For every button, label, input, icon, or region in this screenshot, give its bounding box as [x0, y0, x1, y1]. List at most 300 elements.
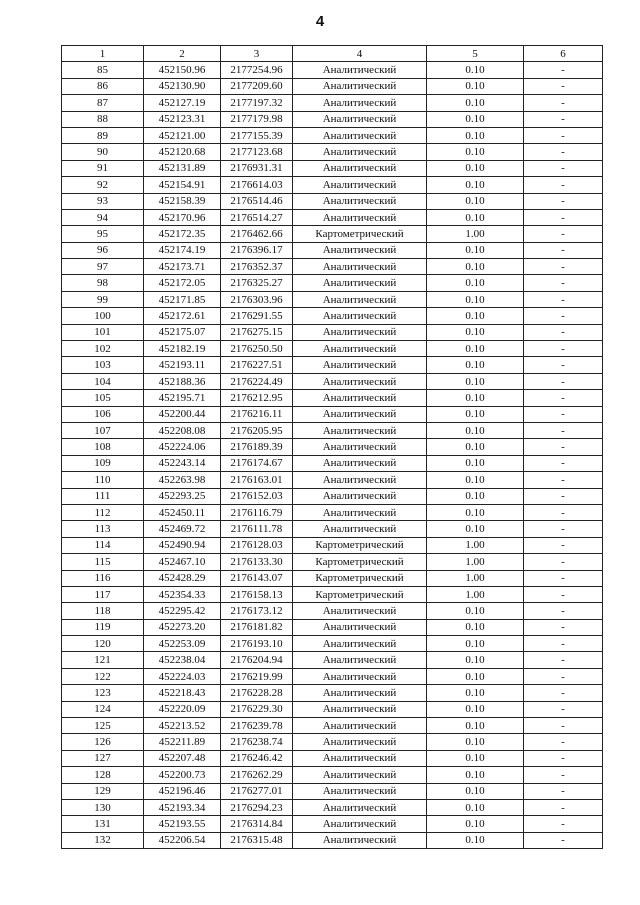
y-coordinate-cell: 2176931.31 — [221, 160, 293, 176]
note-cell: - — [524, 373, 603, 389]
table-row — [62, 127, 603, 143]
note-cell: - — [524, 718, 603, 734]
point-number-cell: 89 — [62, 127, 144, 143]
y-coordinate-cell: 2176228.28 — [221, 685, 293, 701]
table-row — [62, 750, 603, 766]
point-number-cell: 105 — [62, 390, 144, 406]
table-row — [62, 603, 603, 619]
y-coordinate-cell: 2177155.39 — [221, 127, 293, 143]
method-cell: Аналитический — [293, 504, 427, 520]
table-row — [62, 62, 603, 78]
x-coordinate-cell: 452193.11 — [144, 357, 221, 373]
y-coordinate-cell: 2176250.50 — [221, 341, 293, 357]
note-cell: - — [524, 242, 603, 258]
accuracy-cell: 0.10 — [427, 455, 524, 471]
x-coordinate-cell: 452224.06 — [144, 439, 221, 455]
note-cell: - — [524, 734, 603, 750]
x-coordinate-cell: 452175.07 — [144, 324, 221, 340]
point-number-cell: 132 — [62, 832, 144, 848]
x-coordinate-cell: 452273.20 — [144, 619, 221, 635]
table-row — [62, 144, 603, 160]
x-coordinate-cell: 452207.48 — [144, 750, 221, 766]
table-row — [62, 537, 603, 553]
accuracy-cell: 0.10 — [427, 718, 524, 734]
table-row — [62, 259, 603, 275]
table-row — [62, 373, 603, 389]
accuracy-cell: 0.10 — [427, 685, 524, 701]
y-coordinate-cell: 2176291.55 — [221, 308, 293, 324]
accuracy-cell: 0.10 — [427, 390, 524, 406]
table-row — [62, 521, 603, 537]
accuracy-cell: 0.10 — [427, 406, 524, 422]
table-row — [62, 390, 603, 406]
note-cell: - — [524, 586, 603, 602]
point-number-cell: 111 — [62, 488, 144, 504]
note-cell: - — [524, 357, 603, 373]
accuracy-cell: 0.10 — [427, 177, 524, 193]
accuracy-cell: 0.10 — [427, 816, 524, 832]
x-coordinate-cell: 452193.34 — [144, 799, 221, 815]
x-coordinate-cell: 452428.29 — [144, 570, 221, 586]
point-number-cell: 106 — [62, 406, 144, 422]
method-cell: Аналитический — [293, 636, 427, 652]
y-coordinate-cell: 2176314.84 — [221, 816, 293, 832]
x-coordinate-cell: 452173.71 — [144, 259, 221, 275]
accuracy-cell: 0.10 — [427, 308, 524, 324]
method-cell: Аналитический — [293, 718, 427, 734]
point-number-cell: 93 — [62, 193, 144, 209]
note-cell: - — [524, 750, 603, 766]
method-cell: Аналитический — [293, 95, 427, 111]
note-cell: - — [524, 78, 603, 94]
method-cell: Аналитический — [293, 127, 427, 143]
method-cell: Аналитический — [293, 144, 427, 160]
note-cell: - — [524, 160, 603, 176]
note-cell: - — [524, 504, 603, 520]
method-cell: Картометрический — [293, 554, 427, 570]
method-cell: Аналитический — [293, 603, 427, 619]
y-coordinate-cell: 2176396.17 — [221, 242, 293, 258]
accuracy-cell: 0.10 — [427, 144, 524, 160]
y-coordinate-cell: 2176239.78 — [221, 718, 293, 734]
accuracy-cell: 0.10 — [427, 341, 524, 357]
method-cell: Аналитический — [293, 652, 427, 668]
note-cell: - — [524, 701, 603, 717]
table-row — [62, 472, 603, 488]
table-row — [62, 636, 603, 652]
x-coordinate-cell: 452121.00 — [144, 127, 221, 143]
y-coordinate-cell: 2176205.95 — [221, 422, 293, 438]
y-coordinate-cell: 2176238.74 — [221, 734, 293, 750]
point-number-cell: 102 — [62, 341, 144, 357]
note-cell: - — [524, 832, 603, 848]
accuracy-cell: 0.10 — [427, 242, 524, 258]
method-cell: Аналитический — [293, 275, 427, 291]
table-row — [62, 488, 603, 504]
accuracy-cell: 0.10 — [427, 62, 524, 78]
point-number-cell: 127 — [62, 750, 144, 766]
table-row — [62, 275, 603, 291]
method-cell: Аналитический — [293, 685, 427, 701]
table-row — [62, 570, 603, 586]
y-coordinate-cell: 2176193.10 — [221, 636, 293, 652]
accuracy-cell: 0.10 — [427, 734, 524, 750]
accuracy-cell: 0.10 — [427, 750, 524, 766]
table-row — [62, 554, 603, 570]
point-number-cell: 120 — [62, 636, 144, 652]
table-row — [62, 718, 603, 734]
point-number-cell: 90 — [62, 144, 144, 160]
table-row — [62, 619, 603, 635]
method-cell: Аналитический — [293, 701, 427, 717]
note-cell: - — [524, 521, 603, 537]
method-cell: Аналитический — [293, 341, 427, 357]
header-cell: 2 — [144, 46, 221, 62]
note-cell: - — [524, 619, 603, 635]
table-row — [62, 226, 603, 242]
accuracy-cell: 0.10 — [427, 472, 524, 488]
accuracy-cell: 0.10 — [427, 95, 524, 111]
note-cell: - — [524, 193, 603, 209]
header-cell: 1 — [62, 46, 144, 62]
note-cell: - — [524, 472, 603, 488]
accuracy-cell: 0.10 — [427, 521, 524, 537]
accuracy-cell: 0.10 — [427, 619, 524, 635]
method-cell: Аналитический — [293, 111, 427, 127]
note-cell: - — [524, 95, 603, 111]
table-row — [62, 668, 603, 684]
point-number-cell: 101 — [62, 324, 144, 340]
table-row — [62, 504, 603, 520]
y-coordinate-cell: 2176614.03 — [221, 177, 293, 193]
x-coordinate-cell: 452293.25 — [144, 488, 221, 504]
method-cell: Аналитический — [293, 455, 427, 471]
table-row — [62, 652, 603, 668]
note-cell: - — [524, 537, 603, 553]
y-coordinate-cell: 2176275.15 — [221, 324, 293, 340]
accuracy-cell: 0.10 — [427, 799, 524, 815]
table-row — [62, 586, 603, 602]
point-number-cell: 125 — [62, 718, 144, 734]
note-cell: - — [524, 308, 603, 324]
method-cell: Аналитический — [293, 357, 427, 373]
table-row — [62, 95, 603, 111]
y-coordinate-cell: 2177209.60 — [221, 78, 293, 94]
note-cell: - — [524, 422, 603, 438]
x-coordinate-cell: 452172.05 — [144, 275, 221, 291]
x-coordinate-cell: 452238.04 — [144, 652, 221, 668]
point-number-cell: 94 — [62, 209, 144, 225]
x-coordinate-cell: 452195.71 — [144, 390, 221, 406]
x-coordinate-cell: 452131.89 — [144, 160, 221, 176]
point-number-cell: 95 — [62, 226, 144, 242]
x-coordinate-cell: 452174.19 — [144, 242, 221, 258]
accuracy-cell: 0.10 — [427, 767, 524, 783]
point-number-cell: 114 — [62, 537, 144, 553]
y-coordinate-cell: 2176143.07 — [221, 570, 293, 586]
y-coordinate-cell: 2176224.49 — [221, 373, 293, 389]
point-number-cell: 98 — [62, 275, 144, 291]
point-number-cell: 121 — [62, 652, 144, 668]
point-number-cell: 110 — [62, 472, 144, 488]
header-cell: 4 — [293, 46, 427, 62]
method-cell: Аналитический — [293, 521, 427, 537]
method-cell: Аналитический — [293, 390, 427, 406]
method-cell: Аналитический — [293, 734, 427, 750]
table-row — [62, 832, 603, 848]
y-coordinate-cell: 2176229.30 — [221, 701, 293, 717]
x-coordinate-cell: 452469.72 — [144, 521, 221, 537]
method-cell: Аналитический — [293, 78, 427, 94]
method-cell: Аналитический — [293, 324, 427, 340]
point-number-cell: 96 — [62, 242, 144, 258]
x-coordinate-cell: 452206.54 — [144, 832, 221, 848]
table-body — [62, 62, 603, 849]
table-row — [62, 78, 603, 94]
point-number-cell: 117 — [62, 586, 144, 602]
point-number-cell: 128 — [62, 767, 144, 783]
x-coordinate-cell: 452263.98 — [144, 472, 221, 488]
note-cell: - — [524, 111, 603, 127]
y-coordinate-cell: 2176204.94 — [221, 652, 293, 668]
note-cell: - — [524, 685, 603, 701]
method-cell: Аналитический — [293, 308, 427, 324]
x-coordinate-cell: 452170.96 — [144, 209, 221, 225]
point-number-cell: 124 — [62, 701, 144, 717]
note-cell: - — [524, 783, 603, 799]
table-row — [62, 291, 603, 307]
note-cell: - — [524, 799, 603, 815]
table-row — [62, 357, 603, 373]
method-cell: Картометрический — [293, 226, 427, 242]
x-coordinate-cell: 452158.39 — [144, 193, 221, 209]
y-coordinate-cell: 2176216.11 — [221, 406, 293, 422]
note-cell: - — [524, 127, 603, 143]
method-cell: Аналитический — [293, 783, 427, 799]
table-row — [62, 160, 603, 176]
y-coordinate-cell: 2176325.27 — [221, 275, 293, 291]
header-cell: 3 — [221, 46, 293, 62]
x-coordinate-cell: 452220.09 — [144, 701, 221, 717]
x-coordinate-cell: 452467.10 — [144, 554, 221, 570]
table-row — [62, 177, 603, 193]
point-number-cell: 112 — [62, 504, 144, 520]
point-number-cell: 103 — [62, 357, 144, 373]
accuracy-cell: 0.10 — [427, 422, 524, 438]
point-number-cell: 129 — [62, 783, 144, 799]
point-number-cell: 91 — [62, 160, 144, 176]
note-cell: - — [524, 406, 603, 422]
note-cell: - — [524, 324, 603, 340]
point-number-cell: 130 — [62, 799, 144, 815]
method-cell: Аналитический — [293, 439, 427, 455]
accuracy-cell: 0.10 — [427, 127, 524, 143]
x-coordinate-cell: 452196.46 — [144, 783, 221, 799]
table-row — [62, 685, 603, 701]
note-cell: - — [524, 341, 603, 357]
method-cell: Аналитический — [293, 242, 427, 258]
x-coordinate-cell: 452193.55 — [144, 816, 221, 832]
note-cell: - — [524, 570, 603, 586]
method-cell: Аналитический — [293, 193, 427, 209]
y-coordinate-cell: 2176514.46 — [221, 193, 293, 209]
point-number-cell: 115 — [62, 554, 144, 570]
point-number-cell: 97 — [62, 259, 144, 275]
point-number-cell: 87 — [62, 95, 144, 111]
table-row — [62, 816, 603, 832]
y-coordinate-cell: 2176277.01 — [221, 783, 293, 799]
point-number-cell: 116 — [62, 570, 144, 586]
method-cell: Аналитический — [293, 816, 427, 832]
table-row — [62, 783, 603, 799]
note-cell: - — [524, 439, 603, 455]
note-cell: - — [524, 488, 603, 504]
x-coordinate-cell: 452200.44 — [144, 406, 221, 422]
accuracy-cell: 0.10 — [427, 291, 524, 307]
y-coordinate-cell: 2176111.78 — [221, 521, 293, 537]
y-coordinate-cell: 2176246.42 — [221, 750, 293, 766]
method-cell: Аналитический — [293, 177, 427, 193]
point-number-cell: 107 — [62, 422, 144, 438]
method-cell: Аналитический — [293, 259, 427, 275]
method-cell: Аналитический — [293, 619, 427, 635]
table-row — [62, 455, 603, 471]
point-number-cell: 86 — [62, 78, 144, 94]
table-header-row — [62, 46, 603, 62]
y-coordinate-cell: 2176174.67 — [221, 455, 293, 471]
note-cell: - — [524, 455, 603, 471]
point-number-cell: 118 — [62, 603, 144, 619]
note-cell: - — [524, 816, 603, 832]
method-cell: Аналитический — [293, 799, 427, 815]
method-cell: Аналитический — [293, 422, 427, 438]
method-cell: Картометрический — [293, 570, 427, 586]
x-coordinate-cell: 452213.52 — [144, 718, 221, 734]
y-coordinate-cell: 2176315.48 — [221, 832, 293, 848]
note-cell: - — [524, 291, 603, 307]
x-coordinate-cell: 452171.85 — [144, 291, 221, 307]
y-coordinate-cell: 2176227.51 — [221, 357, 293, 373]
point-number-cell: 99 — [62, 291, 144, 307]
x-coordinate-cell: 452295.42 — [144, 603, 221, 619]
x-coordinate-cell: 452172.35 — [144, 226, 221, 242]
table-row — [62, 799, 603, 815]
x-coordinate-cell: 452172.61 — [144, 308, 221, 324]
point-number-cell: 100 — [62, 308, 144, 324]
accuracy-cell: 0.10 — [427, 783, 524, 799]
method-cell: Аналитический — [293, 472, 427, 488]
method-cell: Аналитический — [293, 62, 427, 78]
table-row — [62, 242, 603, 258]
table-row — [62, 341, 603, 357]
y-coordinate-cell: 2176212.95 — [221, 390, 293, 406]
accuracy-cell: 0.10 — [427, 259, 524, 275]
table-row — [62, 111, 603, 127]
accuracy-cell: 0.10 — [427, 439, 524, 455]
accuracy-cell: 0.10 — [427, 701, 524, 717]
y-coordinate-cell: 2176462.66 — [221, 226, 293, 242]
y-coordinate-cell: 2176173.12 — [221, 603, 293, 619]
accuracy-cell: 1.00 — [427, 537, 524, 553]
table-row — [62, 701, 603, 717]
x-coordinate-cell: 452154.91 — [144, 177, 221, 193]
x-coordinate-cell: 452150.96 — [144, 62, 221, 78]
x-coordinate-cell: 452123.31 — [144, 111, 221, 127]
accuracy-cell: 1.00 — [427, 226, 524, 242]
accuracy-cell: 0.10 — [427, 193, 524, 209]
method-cell: Аналитический — [293, 668, 427, 684]
accuracy-cell: 0.10 — [427, 603, 524, 619]
method-cell: Аналитический — [293, 488, 427, 504]
note-cell: - — [524, 390, 603, 406]
note-cell: - — [524, 144, 603, 160]
note-cell: - — [524, 636, 603, 652]
point-number-cell: 88 — [62, 111, 144, 127]
accuracy-cell: 1.00 — [427, 586, 524, 602]
method-cell: Аналитический — [293, 160, 427, 176]
point-number-cell: 131 — [62, 816, 144, 832]
header-cell: 6 — [524, 46, 603, 62]
note-cell: - — [524, 668, 603, 684]
y-coordinate-cell: 2177179.98 — [221, 111, 293, 127]
x-coordinate-cell: 452127.19 — [144, 95, 221, 111]
x-coordinate-cell: 452450.11 — [144, 504, 221, 520]
y-coordinate-cell: 2177123.68 — [221, 144, 293, 160]
x-coordinate-cell: 452182.19 — [144, 341, 221, 357]
note-cell: - — [524, 275, 603, 291]
point-number-cell: 122 — [62, 668, 144, 684]
x-coordinate-cell: 452218.43 — [144, 685, 221, 701]
table-row — [62, 193, 603, 209]
point-number-cell: 108 — [62, 439, 144, 455]
x-coordinate-cell: 452490.94 — [144, 537, 221, 553]
method-cell: Аналитический — [293, 291, 427, 307]
y-coordinate-cell: 2176514.27 — [221, 209, 293, 225]
x-coordinate-cell: 452188.36 — [144, 373, 221, 389]
x-coordinate-cell: 452200.73 — [144, 767, 221, 783]
y-coordinate-cell: 2176181.82 — [221, 619, 293, 635]
accuracy-cell: 0.10 — [427, 324, 524, 340]
method-cell: Аналитический — [293, 406, 427, 422]
method-cell: Аналитический — [293, 209, 427, 225]
coordinates-table — [61, 45, 603, 849]
y-coordinate-cell: 2176189.39 — [221, 439, 293, 455]
y-coordinate-cell: 2176294.23 — [221, 799, 293, 815]
point-number-cell: 113 — [62, 521, 144, 537]
method-cell: Аналитический — [293, 373, 427, 389]
page-number: 4 — [315, 13, 325, 30]
header-cell: 5 — [427, 46, 524, 62]
x-coordinate-cell: 452120.68 — [144, 144, 221, 160]
accuracy-cell: 0.10 — [427, 504, 524, 520]
table-row — [62, 308, 603, 324]
accuracy-cell: 0.10 — [427, 488, 524, 504]
accuracy-cell: 0.10 — [427, 78, 524, 94]
y-coordinate-cell: 2176152.03 — [221, 488, 293, 504]
accuracy-cell: 0.10 — [427, 668, 524, 684]
y-coordinate-cell: 2176128.03 — [221, 537, 293, 553]
table-row — [62, 767, 603, 783]
method-cell: Аналитический — [293, 750, 427, 766]
x-coordinate-cell: 452211.89 — [144, 734, 221, 750]
accuracy-cell: 0.10 — [427, 832, 524, 848]
note-cell: - — [524, 209, 603, 225]
point-number-cell: 92 — [62, 177, 144, 193]
note-cell: - — [524, 62, 603, 78]
accuracy-cell: 0.10 — [427, 373, 524, 389]
y-coordinate-cell: 2176219.99 — [221, 668, 293, 684]
accuracy-cell: 1.00 — [427, 554, 524, 570]
